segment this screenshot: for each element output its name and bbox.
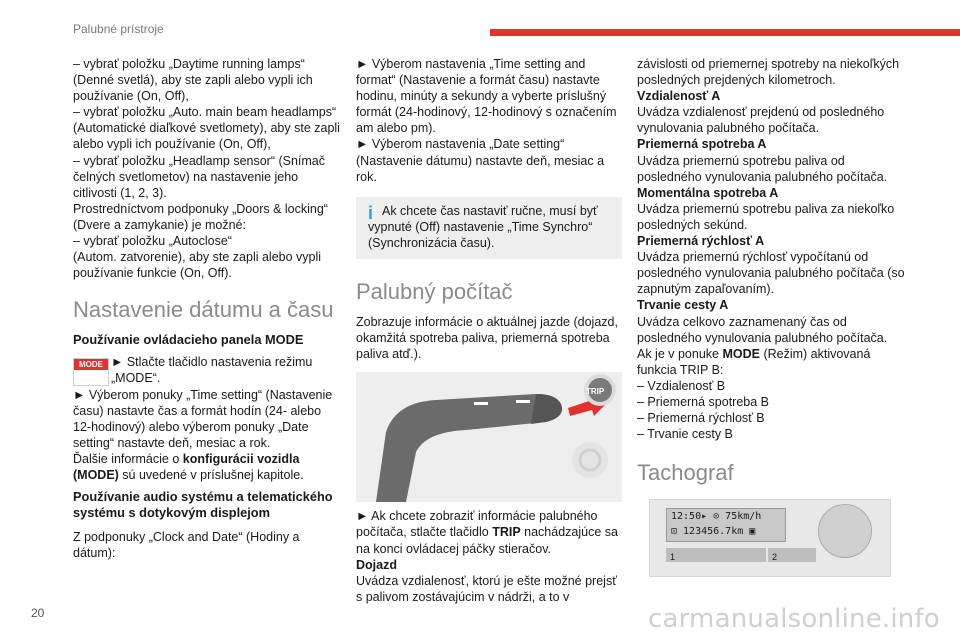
paragraph: Z podponuky „Clock and Date“ (Hodiny a dátum): bbox=[73, 530, 300, 561]
paragraph: závislosti od priemernej spotreby na niekoľkých posledných prejdených kilometroch. bbox=[637, 57, 900, 88]
tachograph-illustration bbox=[649, 499, 891, 577]
paragraph: ► Stlačte tlačidlo nastavenia režimu „MODE“. bbox=[111, 355, 313, 386]
item-title: Dojazd bbox=[356, 557, 397, 572]
display-line: ⊡ 123456.7km ▣ bbox=[671, 526, 756, 538]
control-dial-icon bbox=[818, 504, 872, 558]
paragraph: ► Výberom ponuky „Time setting“ (Nastavenie času) nastavte čas a formát hodín (24- alebo 12-hodinový) alebo výberom ponuky „Date setting“ nastavte deň, mesiac a rok. bbox=[73, 387, 333, 450]
item-title: Vzdialenosť A bbox=[637, 89, 721, 104]
list-item: – Vzdialenosť B bbox=[637, 378, 726, 393]
column-1 bbox=[73, 56, 341, 561]
paragraph: Zobrazuje informácie o aktuálnej jazde (dojazd, okamžitá spotreba paliva, priemerná spotreba paliva atď.). bbox=[356, 315, 618, 362]
card-slot-2: 2 bbox=[768, 548, 816, 562]
running-header: Palubné prístroje bbox=[73, 22, 164, 36]
column-2 bbox=[356, 56, 622, 605]
paragraph: – vybrať položku „Headlamp sensor“ (Snímač čelných svetlometov) na nastavenie jeho citlivosti (1, 2, 3). bbox=[73, 153, 326, 200]
item-title: Momentálna spotreba A bbox=[637, 185, 779, 200]
paragraph: – vybrať položku „Autoclose“ bbox=[73, 234, 232, 249]
info-icon: i bbox=[368, 202, 374, 223]
section-heading-tachograph: Tachograf bbox=[637, 460, 734, 486]
paragraph: Uvádza priemernú rýchlosť vypočítanú od posledného vynulovania palubného počítača (so zapnutým zapaľovaním). bbox=[637, 250, 905, 297]
paragraph: (Autom. zatvorenie), aby ste zapli alebo vypli používanie funkcie (On, Off). bbox=[73, 250, 322, 281]
paragraph: Ak je v ponuke MODE (Režim) aktivovaná funkcia TRIP B: bbox=[637, 346, 871, 377]
item-title: Priemerná spotreba A bbox=[637, 137, 767, 152]
trip-label: TRIP bbox=[586, 387, 605, 397]
header-accent-bar bbox=[490, 29, 960, 36]
list-item: – Priemerná spotreba B bbox=[637, 394, 770, 409]
card-slot-1: 1 bbox=[666, 548, 766, 562]
paragraph: – vybrať položku „Auto. main beam headlamps“ (Automatické diaľkové svetlomety), aby ste zapli alebo vypli ich používanie (On, Off), bbox=[73, 105, 340, 152]
tachograph-display bbox=[666, 508, 786, 542]
wiper-stalk-illustration bbox=[356, 372, 622, 502]
wiper-stalk-icon bbox=[356, 372, 622, 502]
note-text: Ak chcete čas nastaviť ručne, musí byť vypnuté (Off) nastavenie „Time Synchro“ (Synchronizácia času). bbox=[368, 203, 598, 250]
column-3 bbox=[637, 56, 905, 577]
paragraph: Uvádza celkovo zaznamenaný čas od posledného vynulovania palubného počítača. bbox=[637, 314, 888, 345]
paragraph: Uvádza priemernú spotrebu paliva za niekoľko posledných sekúnd. bbox=[637, 201, 895, 232]
paragraph: Uvádza vzdialenosť prejdenú od posledného vynulovania palubného počítača. bbox=[637, 105, 885, 136]
paragraph: ► Výberom nastavenia „Time setting and format“ (Nastavenie a formát času) nastavte hodinu, minúty a sekundy a vyberte príslušný formát (24-hodinový, 12-hodinový s označením am alebo pm). bbox=[356, 57, 617, 136]
watermark: carmanualsonline.info bbox=[648, 604, 940, 634]
paragraph: Prostredníctvom podponuky „Doors & locking“ (Dvere a zamykanie) je možné: bbox=[73, 201, 328, 232]
paragraph: – vybrať položku „Daytime running lamps“ (Denné svetlá), aby ste zapli alebo vypli ich používanie (On, Off), bbox=[73, 57, 313, 104]
section-heading-date-time: Nastavenie dátumu a času bbox=[73, 297, 334, 323]
display-line: 12:50▸ ⊙ 75km/h bbox=[671, 511, 762, 523]
paragraph: ► Ak chcete zobraziť informácie palubného počítača, stlačte tlačidlo TRIP nachádzajúce sa na konci ovládacej páčky stieračov. bbox=[356, 509, 618, 556]
page-number: 20 bbox=[31, 606, 45, 620]
paragraph: Ďalšie informácie o konfigurácii vozidla (MODE) sú uvedené v príslušnej kapitole. bbox=[73, 451, 304, 482]
paragraph: Uvádza priemernú spotrebu paliva od posledného vynulovania palubného počítača. bbox=[637, 153, 888, 184]
mode-button-icon: MODE bbox=[73, 358, 109, 386]
list-item: – Priemerná rýchlosť B bbox=[637, 411, 765, 426]
subheading-audio: Používanie audio systému a telematického systému s dotykovým displejom bbox=[73, 489, 333, 521]
list-item: – Trvanie cesty B bbox=[637, 427, 733, 442]
mode-instruction bbox=[73, 354, 341, 386]
item-title: Priemerná rýchlosť A bbox=[637, 234, 765, 249]
paragraph: Uvádza vzdialenosť, ktorú je ešte možné prejsť s palivom zostávajúcim v nádrži, a to v bbox=[356, 573, 617, 604]
section-heading-trip-computer: Palubný počítač bbox=[356, 279, 513, 305]
paragraph: ► Výberom nastavenia „Date setting“ (Nastavenie dátumu) nastavte deň, mesiac a rok. bbox=[356, 137, 605, 184]
subheading-mode: Používanie ovládacieho panela MODE bbox=[73, 332, 304, 348]
item-title: Trvanie cesty A bbox=[637, 298, 729, 313]
info-note bbox=[356, 197, 622, 259]
